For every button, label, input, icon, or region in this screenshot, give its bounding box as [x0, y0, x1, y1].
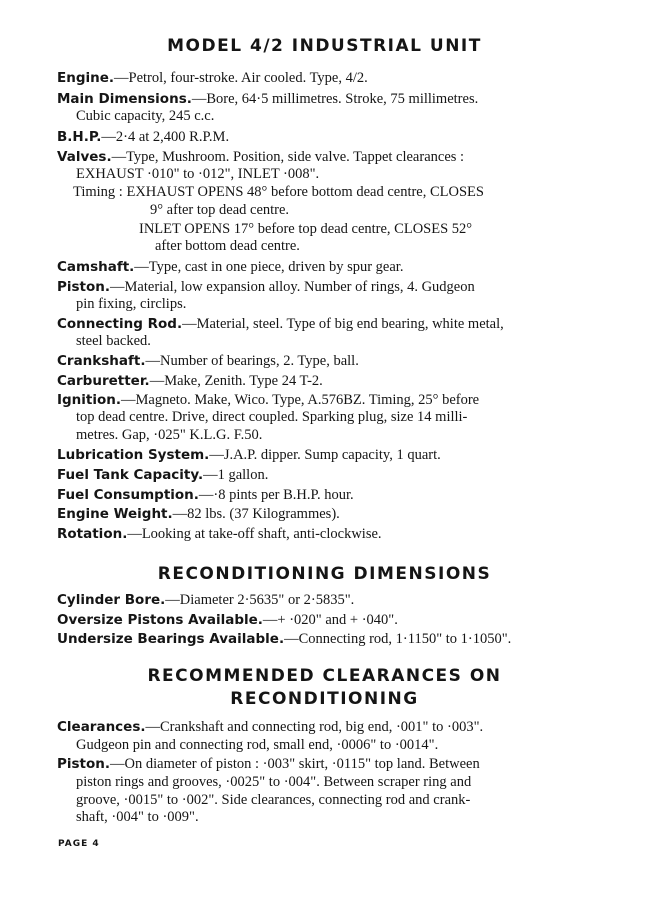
clearances-main	[57, 718, 483, 736]
spec-text: —Magneto. Make, Wico. Type, A.576BZ. Timing, 25° before	[121, 392, 480, 408]
spec-label: Cylinder Bore.	[57, 592, 166, 608]
spec-engine	[57, 69, 368, 87]
spec-text: —Connecting rod, 1·1150" to 1·1050".	[284, 631, 512, 647]
spec-label: Oversize Pistons Available.	[57, 612, 263, 628]
spec-camshaft	[57, 258, 403, 276]
spec-valves-timing: Timing : EXHAUST OPENS 48° before bottom dead centre, CLOSES	[73, 184, 484, 200]
spec-text: —Looking at take-off shaft, anti-clockwise.	[127, 526, 382, 542]
spec-valves-inlet: INLET OPENS 17° before top dead centre, CLOSES 52°	[139, 221, 473, 237]
spec-label: Undersize Bearings Available.	[57, 631, 285, 647]
spec-label: Rotation.	[57, 526, 128, 542]
spec-label: Main Dimensions.	[57, 91, 192, 107]
spec-rotation	[57, 525, 382, 543]
clearances-piston-cont: piston rings and grooves, ·0025" to ·004". Between scraper ring and	[76, 774, 472, 790]
spec-text: —Number of bearings, 2. Type, ball.	[145, 353, 359, 369]
recon-oversize-pistons	[57, 611, 398, 629]
clearances-piston	[57, 755, 480, 773]
spec-text: —2·4 at 2,400 R.P.M.	[101, 129, 230, 145]
clearances-piston-cont2: groove, ·0015" to ·002". Side clearances, connecting rod and crank-	[76, 792, 471, 808]
spec-fuel-consumption	[57, 486, 354, 504]
spec-label: Lubrication System.	[57, 447, 210, 463]
clearances-main-cont: Gudgeon pin and connecting rod, small end, ·0006" to ·0014".	[76, 737, 439, 753]
spec-connecting-rod	[57, 315, 504, 333]
spec-main-dimensions	[57, 90, 478, 108]
recon-undersize-bearings	[57, 630, 511, 648]
spec-text: —+ ·020" and + ·040".	[262, 612, 398, 628]
spec-text: —On diameter of piston : ·003" skirt, ·0115" top land. Between	[110, 756, 480, 772]
spec-label: Valves.	[57, 149, 112, 165]
recon-cylinder-bore	[57, 591, 354, 609]
spec-text: —Crankshaft and connecting rod, big end, ·001" to ·003".	[145, 719, 484, 735]
spec-text: —Type, Mushroom. Position, side valve. Tappet clearances :	[111, 149, 465, 165]
document-title: MODEL 4/2 INDUSTRIAL UNIT	[167, 36, 482, 56]
spec-label: Fuel Consumption.	[57, 487, 199, 503]
spec-text: —Material, steel. Type of big end bearing, white metal,	[182, 316, 504, 332]
spec-label: Engine.	[57, 70, 115, 86]
spec-ignition-cont2: metres. Gap, ·025" K.L.G. F.50.	[76, 427, 263, 443]
page-number: PAGE 4	[58, 839, 100, 849]
spec-label: Piston.	[57, 756, 111, 772]
spec-lubrication	[57, 446, 441, 464]
spec-text: —·8 pints per B.H.P. hour.	[198, 487, 354, 503]
spec-text: —Make, Zenith. Type 24 T-2.	[149, 373, 323, 389]
spec-text: —J.A.P. dipper. Sump capacity, 1 quart.	[209, 447, 441, 463]
spec-label: Camshaft.	[57, 259, 135, 275]
spec-label: Piston.	[57, 279, 111, 295]
spec-ignition-cont: top dead centre. Drive, direct coupled. Sparking plug, size 14 milli-	[76, 409, 468, 425]
spec-label: Ignition.	[57, 392, 122, 408]
spec-label: Crankshaft.	[57, 353, 146, 369]
spec-text: —Type, cast in one piece, driven by spur gear.	[134, 259, 404, 275]
spec-carburetter	[57, 372, 323, 390]
spec-fuel-tank	[57, 466, 268, 484]
spec-bhp	[57, 128, 229, 146]
clearances-heading-cont: RECONDITIONING	[230, 689, 419, 709]
spec-text: —Petrol, four-stroke. Air cooled. Type, 4/2.	[114, 70, 368, 86]
clearances-piston-cont3: shaft, ·004" to ·009".	[76, 809, 199, 825]
spec-text: —Bore, 64·5 millimetres. Stroke, 75 millimetres.	[191, 91, 479, 107]
spec-crankshaft	[57, 352, 359, 370]
spec-piston-cont: pin fixing, circlips.	[76, 296, 187, 312]
spec-valves-cont: EXHAUST ·010" to ·012", INLET ·008".	[76, 166, 320, 182]
spec-engine-weight	[57, 505, 340, 523]
spec-valves-timing-cont: 9° after top dead centre.	[150, 202, 290, 218]
recon-heading: RECONDITIONING DIMENSIONS	[157, 564, 492, 584]
spec-text: —Diameter 2·5635" or 2·5835".	[165, 592, 355, 608]
spec-label: Connecting Rod.	[57, 316, 183, 332]
spec-valves	[57, 148, 464, 166]
spec-valves-inlet-cont: after bottom dead centre.	[155, 238, 300, 254]
spec-label: B.H.P.	[57, 129, 102, 145]
spec-text: —82 lbs. (37 Kilogrammes).	[172, 506, 340, 522]
spec-main-dimensions-cont: Cubic capacity, 245 c.c.	[76, 108, 215, 124]
spec-label: Carburetter.	[57, 373, 150, 389]
clearances-heading: RECOMMENDED CLEARANCES ON	[147, 666, 502, 686]
spec-label: Clearances.	[57, 719, 146, 735]
spec-text: —1 gallon.	[203, 467, 269, 483]
spec-piston	[57, 278, 475, 296]
spec-label: Engine Weight.	[57, 506, 173, 522]
spec-connecting-rod-cont: steel backed.	[76, 333, 151, 349]
spec-label: Fuel Tank Capacity.	[57, 467, 204, 483]
spec-ignition	[57, 391, 479, 409]
spec-text: —Material, low expansion alloy. Number of rings, 4. Gudgeon	[110, 279, 475, 295]
